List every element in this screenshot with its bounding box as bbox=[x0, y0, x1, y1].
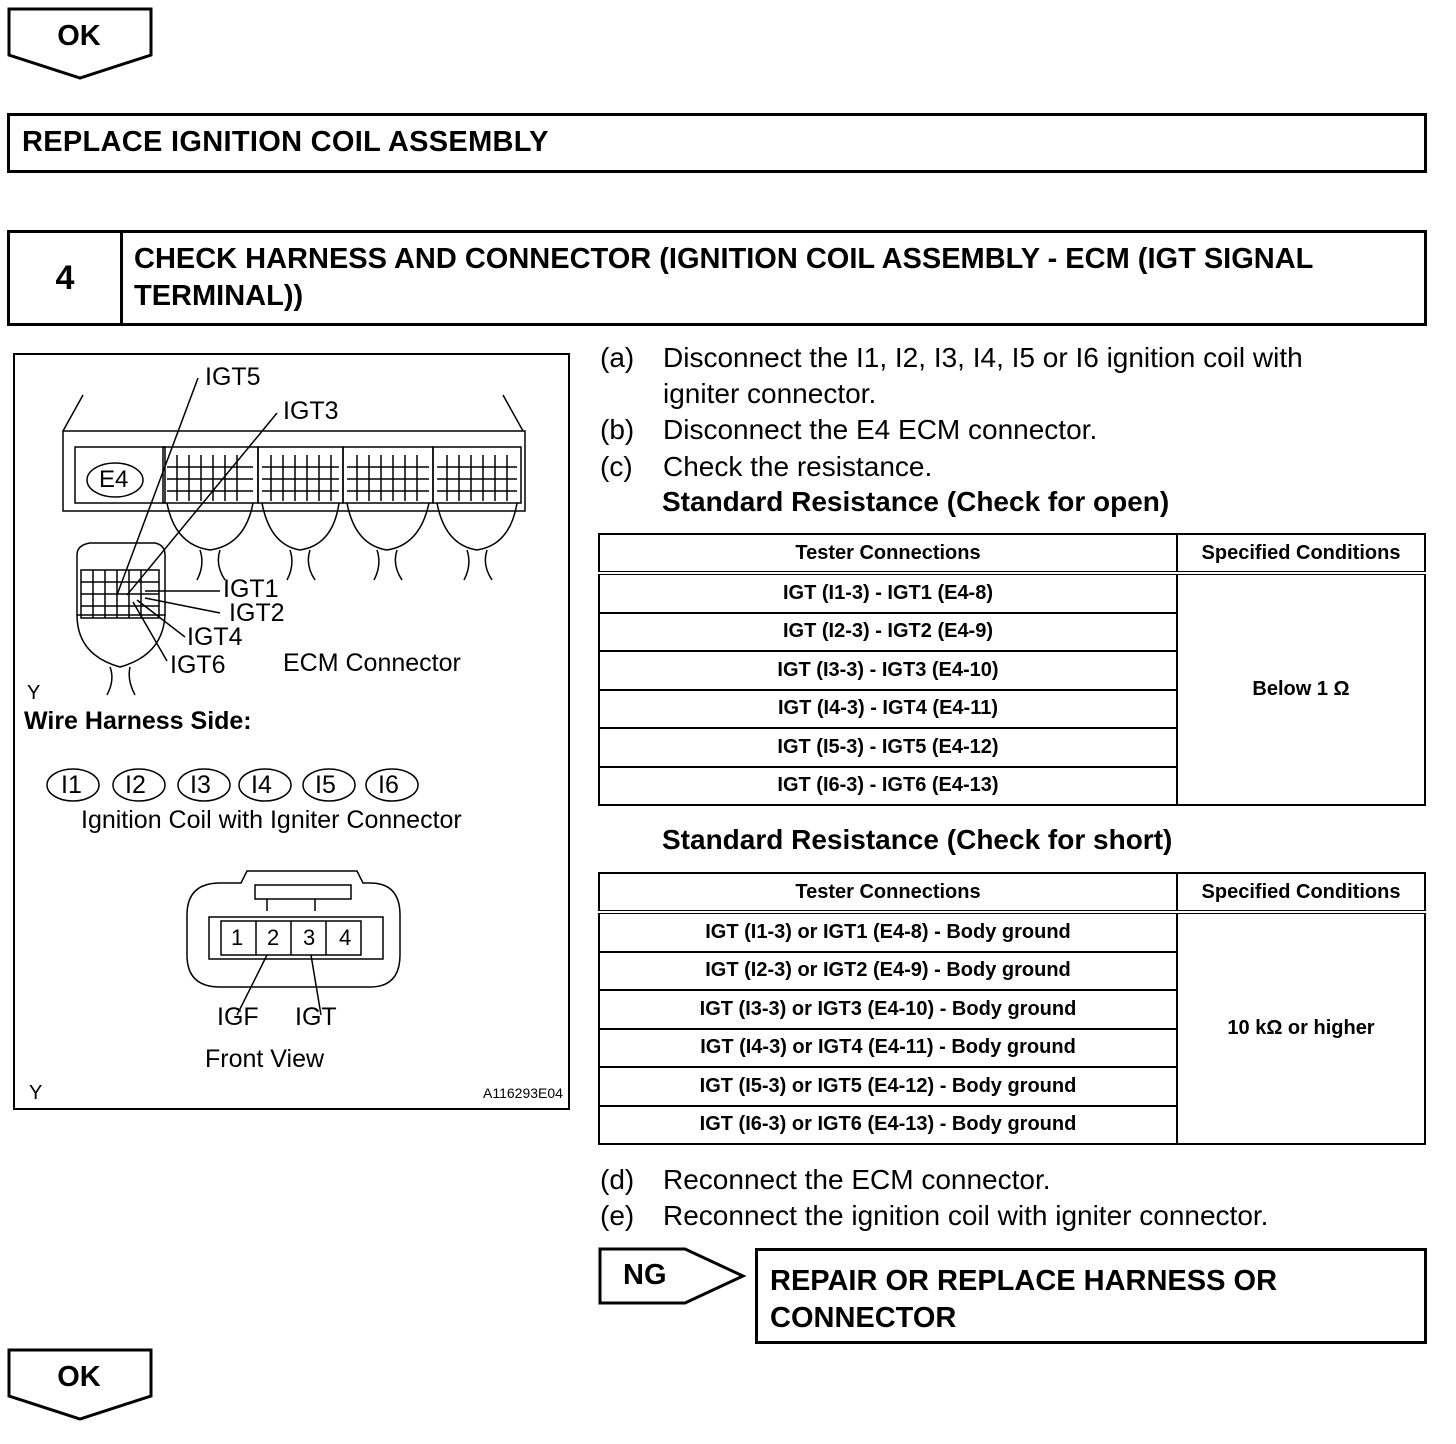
table-short-condition: 10 kΩ or higher bbox=[1177, 912, 1425, 1144]
table-open-condition: Below 1 Ω bbox=[1177, 573, 1425, 805]
pin-3: 3 bbox=[303, 925, 316, 950]
table-short-header-connections: Tester Connections bbox=[599, 873, 1177, 912]
igt6-label: IGT6 bbox=[170, 651, 226, 679]
igf-label: IGF bbox=[217, 1003, 259, 1031]
pin-1: 1 bbox=[231, 925, 244, 950]
instruction-c-letter: (c) bbox=[600, 451, 633, 482]
instruction-d-letter: (d) bbox=[600, 1164, 635, 1195]
instruction-a-letter: (a) bbox=[600, 342, 635, 373]
coil-id-i5: I5 bbox=[315, 771, 336, 799]
table-short-row-2: IGT (I2-3) or IGT2 (E4-9) - Body ground bbox=[599, 952, 1177, 991]
table-open-header-conditions: Specified Conditions bbox=[1177, 534, 1425, 573]
coil-id-i6: I6 bbox=[378, 771, 399, 799]
table-open-row-6: IGT (I6-3) - IGT6 (E4-13) bbox=[599, 767, 1177, 806]
step-number: 4 bbox=[10, 233, 123, 323]
coil-id-i2: I2 bbox=[125, 771, 146, 799]
table-open-row-5: IGT (I5-3) - IGT5 (E4-12) bbox=[599, 728, 1177, 767]
figure-code: A116293E04 bbox=[483, 1085, 563, 1101]
instruction-b-letter: (b) bbox=[600, 414, 635, 445]
y-mark-bottom: Y bbox=[29, 1082, 43, 1104]
table-open-header-connections: Tester Connections bbox=[599, 534, 1177, 573]
y-mark-top: Y bbox=[27, 682, 41, 704]
ng-label: NG bbox=[623, 1259, 667, 1291]
coil-id-i4: I4 bbox=[251, 771, 272, 799]
wire-harness-side-label: Wire Harness Side: bbox=[24, 707, 252, 735]
instruction-d-text: Reconnect the ECM connector. bbox=[663, 1164, 1051, 1195]
replace-ignition-coil-text: REPLACE IGNITION COIL ASSEMBLY bbox=[22, 126, 549, 158]
step-title: CHECK HARNESS AND CONNECTOR (IGNITION COIL ASSEMBLY - ECM (IGT SIGNAL TERMINAL)) bbox=[134, 243, 1313, 312]
pin-4: 4 bbox=[339, 925, 352, 950]
instruction-e-text: Reconnect the ignition coil with igniter connector. bbox=[663, 1200, 1269, 1231]
igt1-label: IGT1 bbox=[223, 575, 279, 603]
coil-id-i1: I1 bbox=[61, 771, 82, 799]
instruction-c-text: Check the resistance. bbox=[663, 451, 933, 482]
repair-harness-box bbox=[755, 1248, 1427, 1344]
coil-id-i3: I3 bbox=[190, 771, 211, 799]
table-short-row-5: IGT (I5-3) or IGT5 (E4-12) - Body ground bbox=[599, 1067, 1177, 1106]
coil-connector-label: Ignition Coil with Igniter Connector bbox=[81, 806, 462, 834]
igt-label: IGT bbox=[295, 1003, 337, 1031]
instruction-e-letter: (e) bbox=[600, 1200, 635, 1231]
table-open-row-1: IGT (I1-3) - IGT1 (E4-8) bbox=[599, 573, 1177, 613]
igt5-label: IGT5 bbox=[205, 363, 261, 391]
igt3-label: IGT3 bbox=[283, 397, 339, 425]
heading-check-short: Standard Resistance (Check for short) bbox=[662, 824, 1173, 855]
ng-arrow bbox=[0, 0, 760, 1320]
heading-check-open: Standard Resistance (Check for open) bbox=[662, 486, 1170, 517]
front-view-label: Front View bbox=[205, 1045, 325, 1073]
repair-harness-line2: CONNECTOR bbox=[770, 1302, 957, 1334]
igt2-label: IGT2 bbox=[229, 599, 285, 627]
pin-2: 2 bbox=[267, 925, 280, 950]
table-short-row-4: IGT (I4-3) or IGT4 (E4-11) - Body ground bbox=[599, 1029, 1177, 1068]
table-short-row-6: IGT (I6-3) or IGT6 (E4-13) - Body ground bbox=[599, 1106, 1177, 1145]
table-open-row-2: IGT (I2-3) - IGT2 (E4-9) bbox=[599, 613, 1177, 652]
table-open-row-4: IGT (I4-3) - IGT4 (E4-11) bbox=[599, 690, 1177, 729]
table-short-row-3: IGT (I3-3) or IGT3 (E4-10) - Body ground bbox=[599, 990, 1177, 1029]
table-short-row-1: IGT (I1-3) or IGT1 (E4-8) - Body ground bbox=[599, 912, 1177, 952]
repair-harness-line1: REPAIR OR REPLACE HARNESS OR bbox=[770, 1265, 1278, 1297]
instruction-a-line1: Disconnect the I1, I2, I3, I4, I5 or I6 ignition coil with bbox=[663, 342, 1303, 373]
instruction-b-text: Disconnect the E4 ECM connector. bbox=[663, 414, 1098, 445]
ecm-connector-label: ECM Connector bbox=[283, 649, 461, 677]
e4-label: E4 bbox=[99, 466, 129, 493]
ok-label-top: OK bbox=[57, 20, 101, 52]
igt4-label: IGT4 bbox=[187, 623, 243, 651]
ok-label-bottom: OK bbox=[57, 1361, 101, 1393]
table-open-row-3: IGT (I3-3) - IGT3 (E4-10) bbox=[599, 651, 1177, 690]
table-short-header-conditions: Specified Conditions bbox=[1177, 873, 1425, 912]
instruction-a-line2: igniter connector. bbox=[663, 378, 877, 409]
